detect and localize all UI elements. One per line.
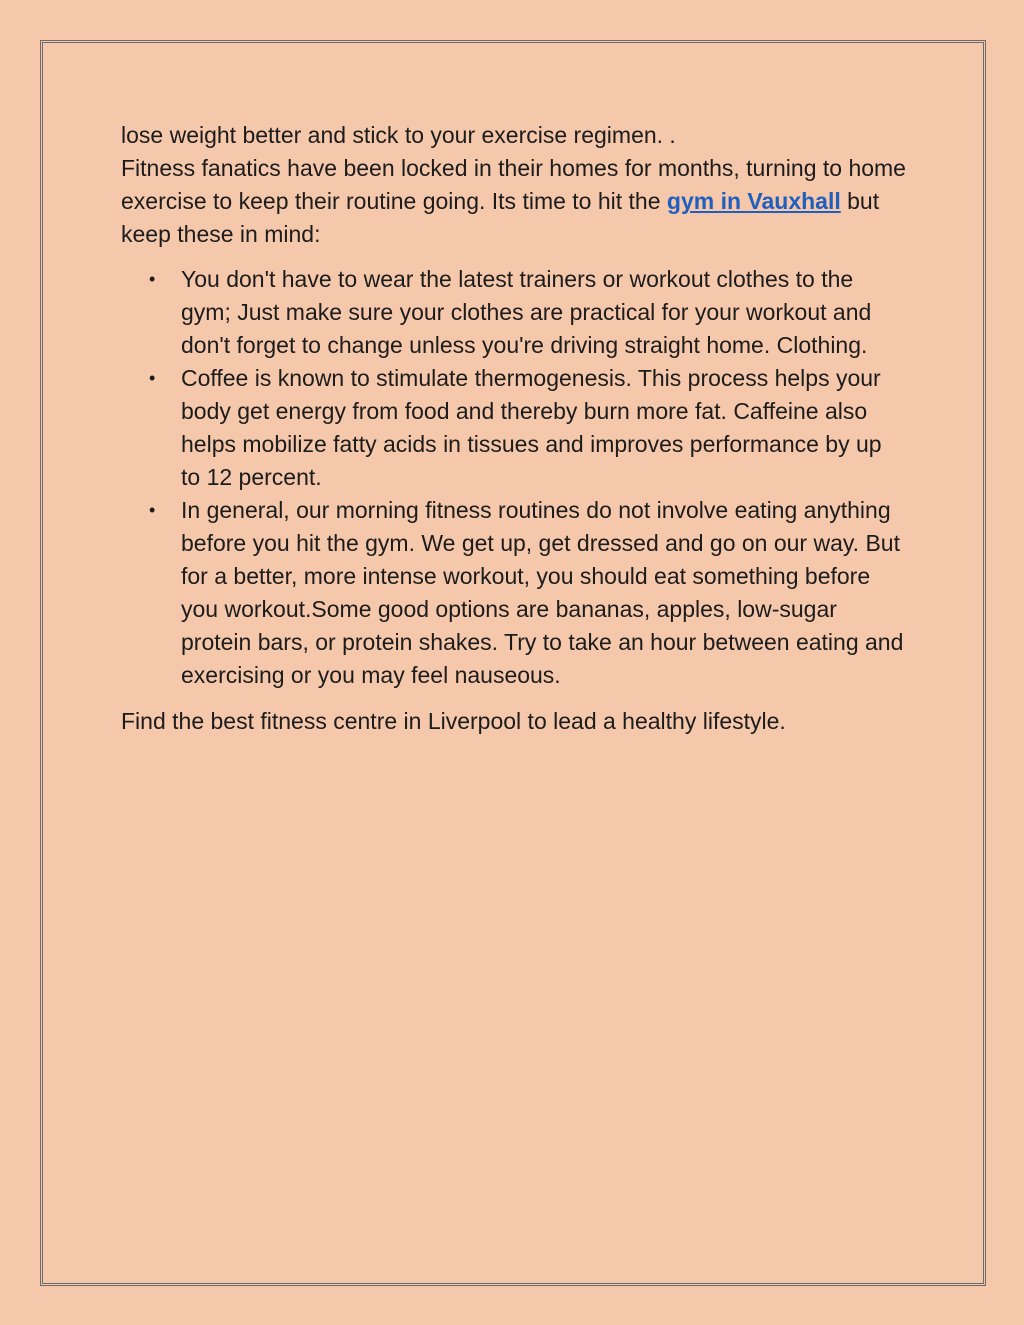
bullet-icon: • [149,500,156,520]
list-item [121,494,911,692]
intro-text-end: but keep these in mind: [121,188,880,247]
list-item-text: Coffee is known to stimulate thermogenesis. This process helps your body get energy from food and thereby burn more fat. Caffeine also helps mobilize fatty acids in tissues and improves performance by up to 12 percent. [181,365,882,490]
bullet-icon: • [149,368,156,388]
list-item [121,263,911,362]
document-body [121,119,911,738]
intro-paragraph [121,152,911,251]
list-item-text: In general, our morning fitness routines do not involve eating anything before you hit the gym. We get up, get dressed and go on our way. But for a better, more intense workout, you should eat something before you workout.Some good options are bananas, apples, low-sugar protein bars, or protein shakes. Try to take an hour between eating and exercising or you may feel nauseous. [181,497,904,688]
closing-paragraph: Find the best fitness centre in Liverpool to lead a healthy lifestyle. [121,708,786,734]
list-item [121,362,911,494]
list-item-text: You don't have to wear the latest trainers or workout clothes to the gym; Just make sure your clothes are practical for your workout and don't forget to change unless you're driving straight home. Clothing. [181,266,872,358]
intro-text: Fitness fanatics have been locked in their homes for months, turning to home exercise to keep their routine going. Its time to hit the [121,155,906,214]
gym-in-vauxhall-link[interactable]: gym in Vauxhall [666,188,841,214]
bullet-icon: • [149,269,156,289]
continuation-line: lose weight better and stick to your exercise regimen. . [121,122,676,148]
tips-list [121,263,911,692]
